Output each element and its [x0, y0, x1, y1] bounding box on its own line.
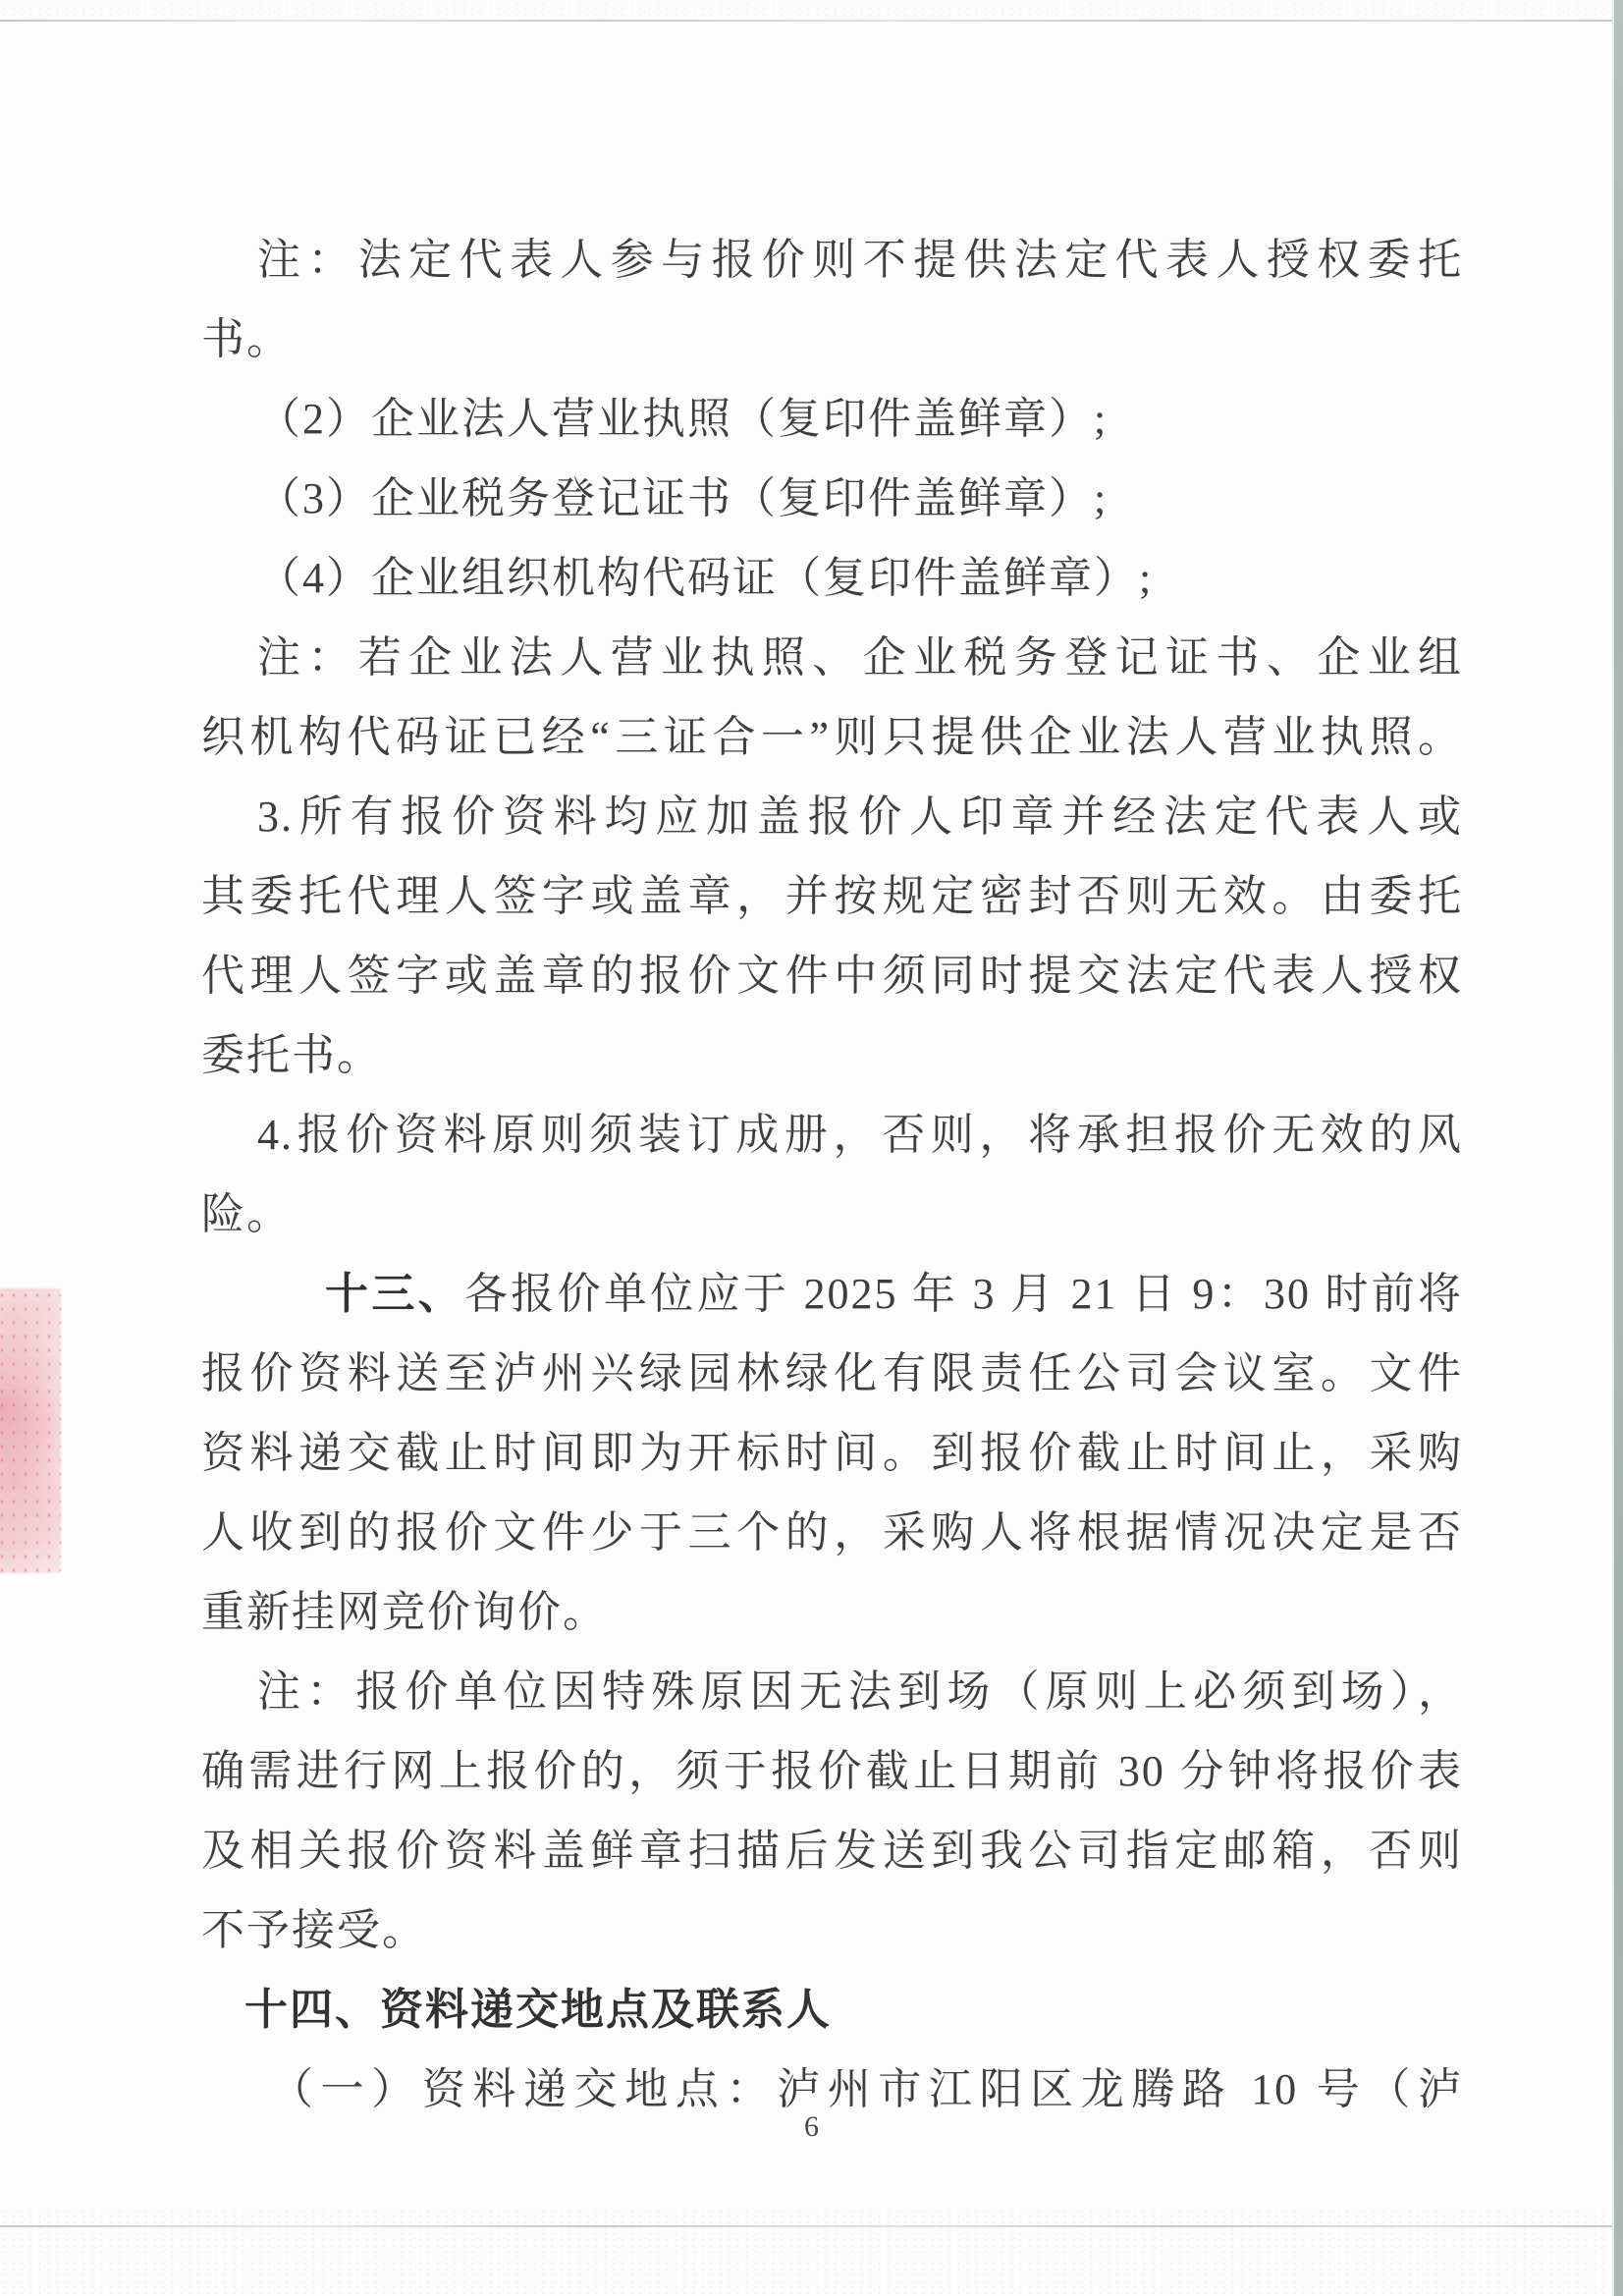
text-line: 其委托代理人签字或盖章，并按规定密封否则无效。由委托 [201, 872, 1463, 920]
text-line: 注：报价单位因特殊原因无法到场（原则上必须到场）， [257, 1667, 1463, 1716]
text-line: （4）企业组织机构代码证（复印件盖鲜章）; [257, 554, 1154, 602]
section-heading: 十三、各报价单位应于 2025 年 3 月 21 日 9：30 时前将 [325, 1270, 1464, 1318]
text-line: 3.所有报价资料均应加盖报价人印章并经法定代表人或 [257, 793, 1463, 841]
text-line: 确需进行网上报价的，须于报价截止日期前 30 分钟将报价表 [201, 1747, 1463, 1795]
text-line: 委托书。 [201, 1031, 382, 1079]
text-line: 重新挂网竞价询价。 [201, 1588, 608, 1636]
section-heading: 十四、资料递交地点及联系人 [244, 1986, 832, 2034]
text-line: 注：若企业法人营业执照、企业税务登记证书、企业组 [257, 633, 1463, 682]
page-number: 6 [804, 2110, 819, 2143]
text-line: 书。 [201, 315, 292, 363]
scan-line-top [0, 20, 1623, 22]
scan-edge-strip [1612, 0, 1623, 2296]
text-line: 代理人签字或盖章的报价文件中须同时提交法定代表人授权 [201, 952, 1463, 1000]
text-line: （一）资料递交地点：泸州市江阳区龙腾路 10 号（泸 [270, 2065, 1463, 2113]
red-stamp-fragment [0, 1288, 61, 1573]
text-line: 资料递交截止时间即为开标时间。到报价截止时间止，采购 [201, 1429, 1463, 1477]
text-line: 及相关报价资料盖鲜章扫描后发送到我公司指定邮箱，否则 [201, 1827, 1463, 1875]
text-line: 织机构代码证已经“三证合一”则只提供企业法人营业执照。 [201, 713, 1463, 761]
text-line: 4.报价资料原则须装订成册，否则，将承担报价无效的风 [257, 1111, 1463, 1159]
text-line: 人收到的报价文件少于三个的，采购人将根据情况决定是否 [201, 1508, 1463, 1557]
text-line: 报价资料送至泸州兴绿园林绿化有限责任公司会议室。文件 [201, 1349, 1463, 1397]
text-line: 注：法定代表人参与报价则不提供法定代表人授权委托 [257, 236, 1463, 284]
heading-number: 十三、 [325, 1270, 464, 1318]
text-line: 不予接受。 [201, 1906, 427, 1954]
scan-noise-bottom [0, 2208, 1623, 2296]
text-line: （3）企业税务登记证书（复印件盖鲜章）; [257, 474, 1109, 522]
text-line: （2）企业法人营业执照（复印件盖鲜章）; [257, 395, 1109, 443]
scan-noise-top [0, 0, 1623, 20]
scan-line-bottom [0, 2225, 1623, 2227]
text-line: 险。 [201, 1190, 292, 1238]
